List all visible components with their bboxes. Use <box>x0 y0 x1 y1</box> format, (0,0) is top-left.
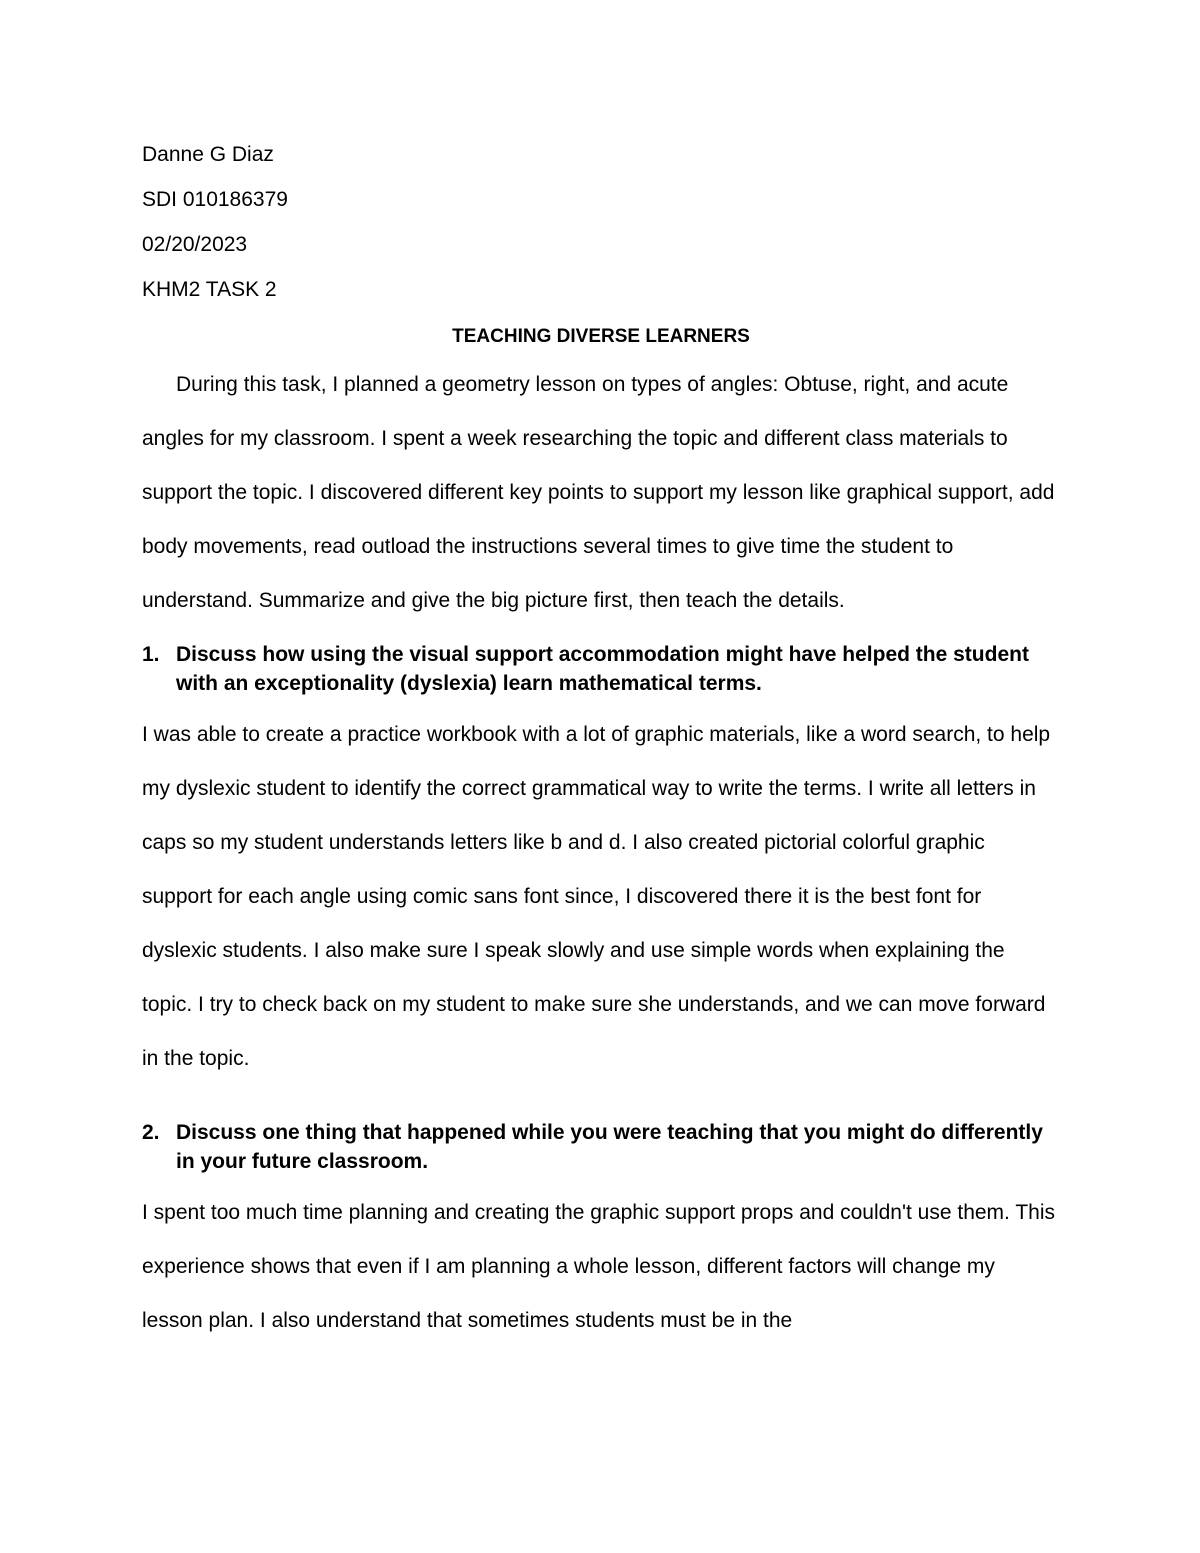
document-body <box>142 140 1060 1348</box>
document-date: 02/20/2023 <box>142 233 248 256</box>
section-spacer <box>142 1086 1060 1106</box>
document-title: TEACHING DIVERSE LEARNERS <box>452 326 750 347</box>
intro-paragraph: During this task, I planned a geometry lesson on types of angles: Obtuse, right, and acute angles for my classroom. I spent a week researching the topic and different class materials to support the topic. I discovered different key points to support my lesson like graphical support, add body movements, read outload the instructions several times to give time the student to understand. Summarize and give the big picture first, then teach the details. <box>142 373 1055 612</box>
question-2-text: Discuss one thing that happened while you were teaching that you might do differently in your future classroom. <box>176 1121 1043 1173</box>
answer-1-paragraph: I was able to create a practice workbook with a lot of graphic materials, like a word search, to help my dyslexic student to identify the correct grammatical way to write the terms. I write all letters in caps so my student understands letters like b and d. I also created pictorial colorful graphic support for each angle using comic sans font since, I discovered there it is the best font for dyslexic students. I also make sure I speak slowly and use simple words when explaining the topic. I try to check back on my student to make sure she understands, and we can move forward in the topic. <box>142 723 1051 1070</box>
answer-2-paragraph: I spent too much time planning and creating the graphic support props and couldn't use them. This experience shows that even if I am planning a whole lesson, different factors will change my lesson plan. I also understand that sometimes students must be in the <box>142 1201 1056 1332</box>
question-2-number: 2. <box>142 1121 160 1144</box>
question-1-text: Discuss how using the visual support accommodation might have helped the student with an exceptionality (dyslexia) learn mathematical terms. <box>176 643 1029 695</box>
author-name: Danne G Diaz <box>142 143 274 166</box>
question-2 <box>142 1118 1060 1176</box>
course-task: KHM2 TASK 2 <box>142 278 277 301</box>
student-id: SDI 010186379 <box>142 188 288 211</box>
question-1-number: 1. <box>142 643 160 666</box>
question-1 <box>142 640 1060 698</box>
